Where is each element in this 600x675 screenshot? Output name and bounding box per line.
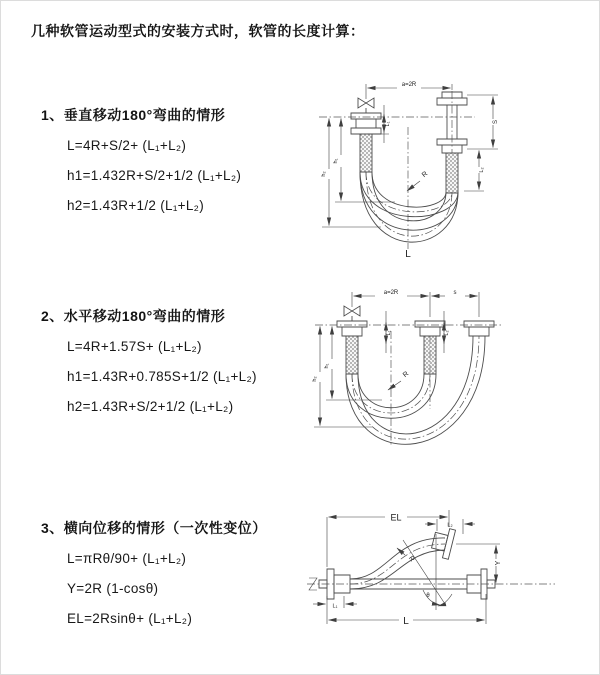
dim-a-2r xyxy=(366,82,452,99)
formula-l: L=4R+S/2+ (L₁+L₂) xyxy=(67,138,187,153)
dim-el-label: EL xyxy=(390,512,402,523)
formula-l: L=πRθ/90+ (L₁+L₂) xyxy=(67,551,187,566)
dim-s xyxy=(432,290,478,296)
section-heading: 2、水平移动180°弯曲的情形 xyxy=(41,308,226,324)
dim-l2 xyxy=(425,519,475,534)
formula-l: L=4R+1.57S+ (L₁+L₂) xyxy=(67,339,202,354)
dim-l1-label: L₁ xyxy=(332,603,338,610)
formula-h1: h1=1.432R+S/2+1/2 (L₁+L₂) xyxy=(67,168,242,183)
dim-l2 xyxy=(464,151,485,192)
dim-l2-label: L₂ xyxy=(479,167,485,173)
radius-label: R xyxy=(406,555,416,564)
left-fitting xyxy=(337,321,367,374)
dim-a-label: a=2R xyxy=(383,290,399,296)
radius-label: R xyxy=(420,170,430,180)
radius-callout xyxy=(407,171,429,191)
dim-s xyxy=(467,95,499,149)
dim-l1-label: L₁ xyxy=(385,121,391,127)
diagram-horizontal-180-bend xyxy=(307,287,594,459)
section-horizontal-movement xyxy=(41,306,257,422)
section-heading: 3、横向位移的情形（一次性变位） xyxy=(41,520,267,536)
dim-a-2r xyxy=(352,290,479,317)
hose-s-curve xyxy=(350,538,445,589)
formula-h2: h2=1.43R+1/2 (L₁+L₂) xyxy=(67,198,205,213)
length-label: L xyxy=(405,249,411,260)
radius-label: R xyxy=(401,370,411,380)
section-heading: 1、垂直移动180°弯曲的情形 xyxy=(41,107,226,123)
hose-u-curves xyxy=(360,172,458,242)
upper-flange-displaced xyxy=(430,526,456,560)
dim-h1-label: h₁ xyxy=(324,363,330,369)
left-fitting xyxy=(351,113,381,172)
middle-fitting xyxy=(415,321,445,374)
theta-label: θ xyxy=(426,593,430,599)
right-fitting-moved xyxy=(464,321,494,336)
dim-h2-label: h₂ xyxy=(312,376,318,382)
formula-y: Y=2R (1-cosθ) xyxy=(67,581,159,596)
dim-h2-label: h₂ xyxy=(321,171,327,177)
dim-h2 xyxy=(312,327,372,428)
hose-u-curves xyxy=(346,336,485,444)
formula-h2: h2=1.43R+S/2+1/2 (L₁+L₂) xyxy=(67,399,234,414)
dim-h1-label: h₁ xyxy=(333,158,339,164)
dim-l2 xyxy=(444,311,450,353)
formula-el: EL=2Rsinθ+ (L₁+L₂) xyxy=(67,611,193,626)
dim-a-label: a=2R xyxy=(401,82,417,88)
dim-l2-label: L₂ xyxy=(447,522,453,529)
dim-l2-label: L₂ xyxy=(444,330,450,336)
section-vertical-movement xyxy=(41,105,241,221)
page-title: 几种软管运动型式的安装方式时，软管的长度计算： xyxy=(31,23,365,39)
dim-s-label: S xyxy=(493,119,499,125)
dim-l1-label: L₁ xyxy=(386,330,392,336)
dim-l-label: L xyxy=(403,616,409,627)
valve-icon xyxy=(358,98,374,113)
section-lateral-displacement xyxy=(41,518,267,634)
dim-y-label: Y xyxy=(495,560,502,566)
dim-y xyxy=(456,544,502,583)
valve-icon xyxy=(344,306,360,321)
dim-l xyxy=(327,594,486,627)
dim-s-label: s xyxy=(453,290,457,296)
diagram-lateral-displacement xyxy=(299,504,599,651)
formula-h1: h1=1.43R+0.785S+1/2 (L₁+L₂) xyxy=(67,369,257,384)
diagram-vertical-180-bend xyxy=(309,79,589,263)
dim-l1 xyxy=(313,596,357,610)
